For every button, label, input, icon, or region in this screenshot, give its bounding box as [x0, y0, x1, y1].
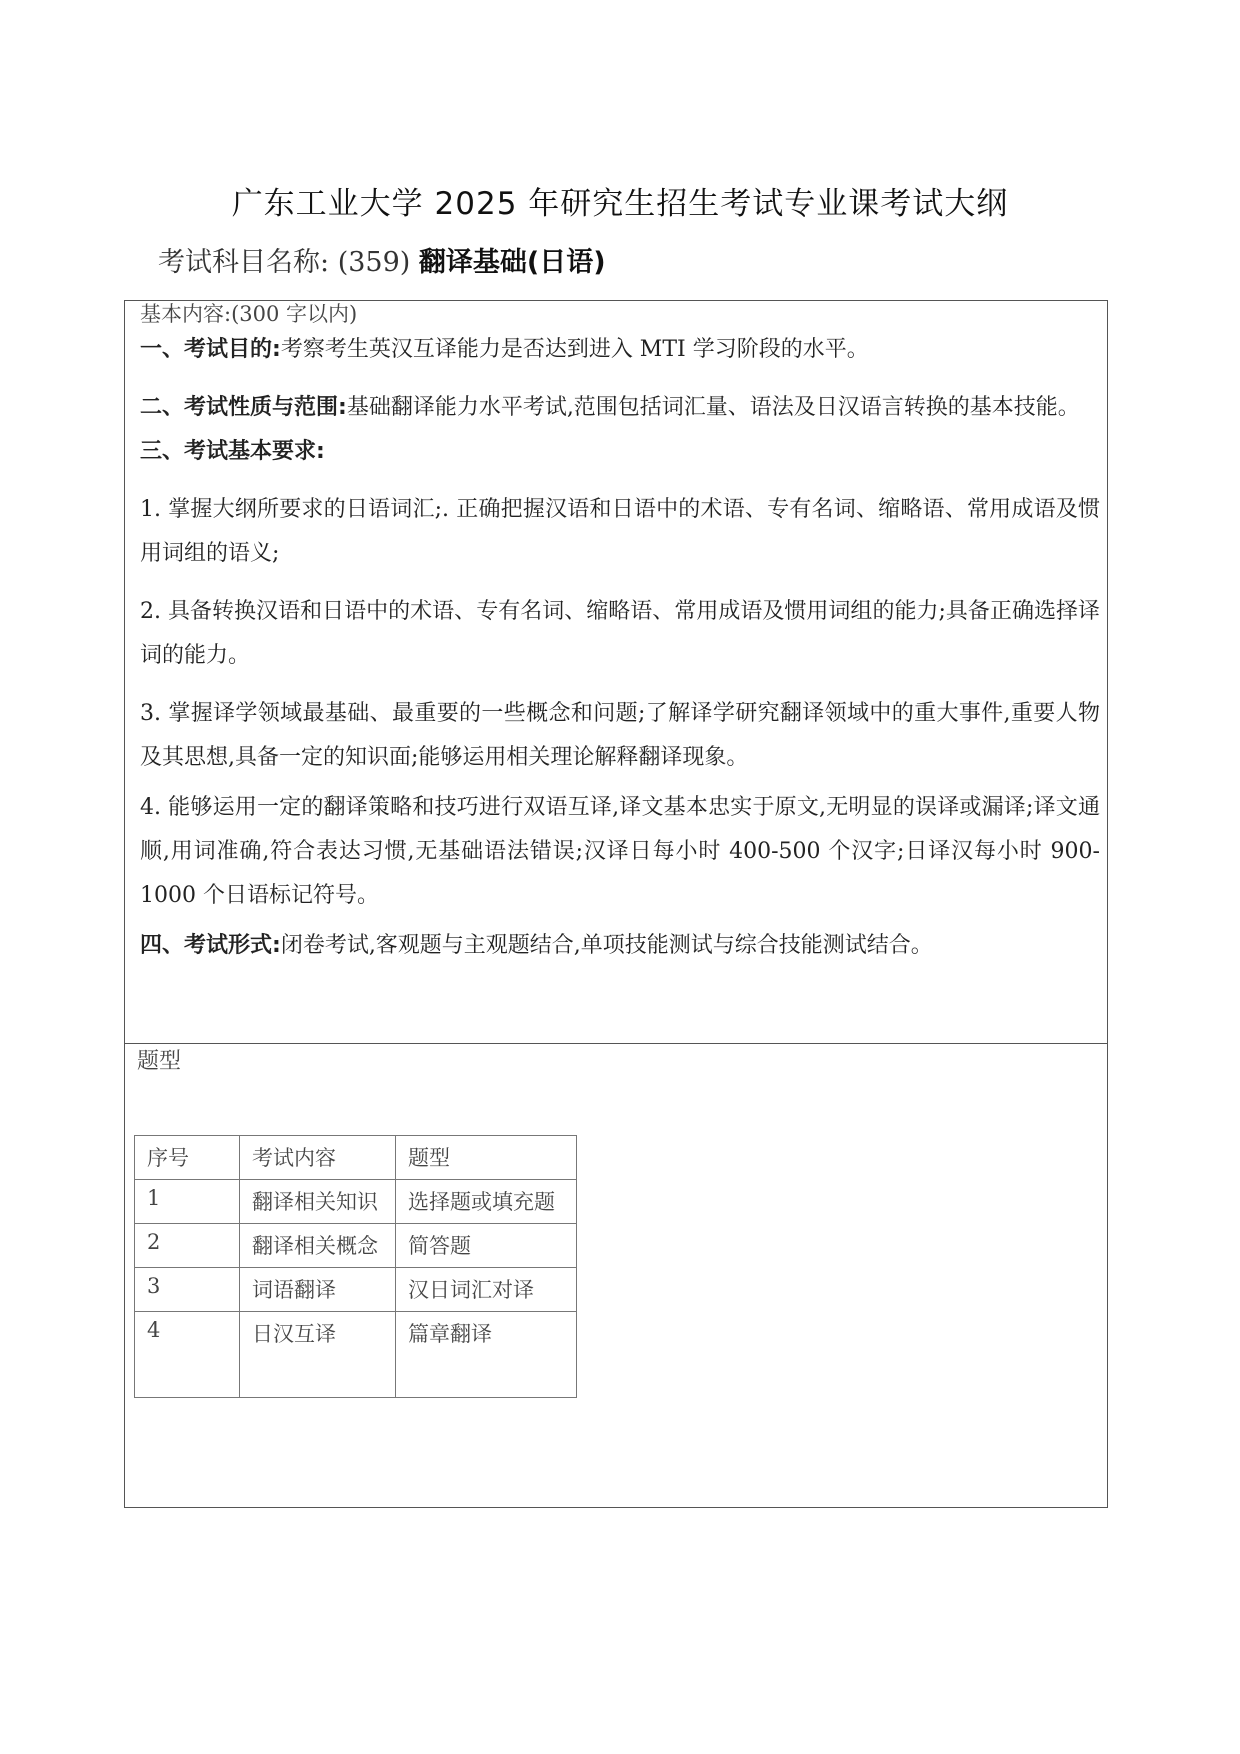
table-header-cell: 题型: [396, 1136, 577, 1180]
table-cell: 词语翻译: [240, 1268, 396, 1312]
basic-content-label: 基本内容:(300 字以内): [140, 302, 358, 326]
question-types-label: 题型: [137, 1049, 182, 1074]
table-cell: 2: [135, 1224, 240, 1268]
section-heading: 三、考试基本要求:: [140, 439, 325, 464]
section-heading: 四、考试形式:: [140, 933, 281, 958]
section-heading: 一、考试目的:: [140, 337, 281, 362]
requirement-item: 4. 能够运用一定的翻译策略和技巧进行双语互译,译文基本忠实于原文,无明显的误译或漏译;译文通顺,用词准确,符合表达习惯,无基础语法错误;汉译日每小时 400-500 个汉字;日译汉每小时 900-1000 个日语标记符号。: [140, 795, 1100, 908]
exam-requirements-heading: [140, 430, 1100, 474]
section-text: 考察考生英汉互译能力是否达到进入 MTI 学习阶段的水平。: [280, 337, 869, 362]
question-types-table: [134, 1135, 577, 1398]
table-cell: 篇章翻译: [396, 1312, 577, 1398]
requirement-item: 3. 掌握译学领域最基础、最重要的一些概念和问题;了解译学研究翻译领域中的重大事件,重要人物及其思想,具备一定的知识面;能够运用相关理论解释翻译现象。: [140, 701, 1100, 770]
page-title: 广东工业大学 2025 年研究生招生考试专业课考试大纲: [231, 186, 1009, 222]
exam-purpose: [140, 328, 1100, 372]
section-text: 闭卷考试,客观题与主观题结合,单项技能测试与综合技能测试结合。: [280, 933, 933, 958]
table-cell: 汉日词汇对译: [396, 1268, 577, 1312]
subject-line: [158, 240, 606, 279]
table-header-cell: 考试内容: [240, 1136, 396, 1180]
table-row: [135, 1268, 577, 1312]
table-row: [135, 1224, 577, 1268]
table-header-cell: 序号: [135, 1136, 240, 1180]
table-cell: 1: [135, 1180, 240, 1224]
table-cell: 翻译相关知识: [240, 1180, 396, 1224]
section-text: 基础翻译能力水平考试,范围包括词汇量、语法及日汉语言转换的基本技能。: [346, 395, 1080, 420]
table-header-row: [135, 1136, 577, 1180]
table-row: [135, 1180, 577, 1224]
table-cell: 3: [135, 1268, 240, 1312]
table-cell: 选择题或填充题: [396, 1180, 577, 1224]
basic-content: [140, 300, 1100, 968]
table-cell: 翻译相关概念: [240, 1224, 396, 1268]
requirement-item: 1. 掌握大纲所要求的日语词汇;. 正确把握汉语和日语中的术语、专有名词、缩略语、常用成语及惯用词组的语义;: [140, 497, 1100, 566]
subject-code: (359): [337, 247, 411, 278]
subject-label: 考试科目名称:: [158, 247, 330, 278]
subject-name: 翻译基础(日语): [418, 247, 606, 278]
table-cell: 简答题: [396, 1224, 577, 1268]
section-heading: 二、考试性质与范围:: [140, 395, 347, 420]
table-row: [135, 1312, 577, 1398]
table-cell: 4: [135, 1312, 240, 1398]
table-cell: 日汉互译: [240, 1312, 396, 1398]
section-divider: [124, 1043, 1108, 1044]
requirement-item: 2. 具备转换汉语和日语中的术语、专有名词、缩略语、常用成语及惯用词组的能力;具备正确选择译词的能力。: [140, 599, 1100, 668]
exam-form: [140, 924, 1100, 968]
exam-nature-scope: [140, 386, 1100, 430]
